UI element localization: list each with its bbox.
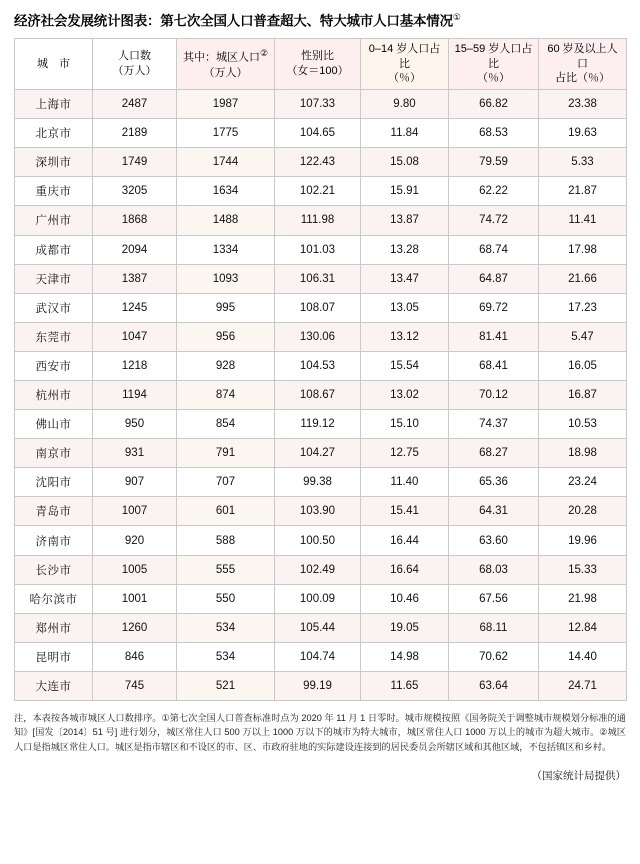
cell-age-0-14: 19.05 (361, 613, 449, 642)
table-row (15, 351, 627, 380)
column-header-age60-line1: 60 岁及以上人口 (547, 42, 618, 70)
table-row (15, 148, 627, 177)
cell-age-0-14: 13.12 (361, 322, 449, 351)
cell-city: 上海市 (15, 90, 93, 119)
table-header (15, 39, 627, 90)
column-header-city (15, 39, 93, 90)
cell-sex-ratio: 106.31 (275, 264, 361, 293)
cell-age-15-59: 64.87 (449, 264, 539, 293)
cell-age-60-plus: 11.41 (539, 206, 627, 235)
column-header-urban-line2: （万人） (203, 66, 248, 79)
cell-urban-population: 1987 (177, 90, 275, 119)
cell-sex-ratio: 103.90 (275, 497, 361, 526)
column-header-sex-line1: 性别比 (301, 50, 334, 63)
cell-age-15-59: 70.12 (449, 380, 539, 409)
cell-city: 哈尔滨市 (15, 584, 93, 613)
cell-age-15-59: 69.72 (449, 293, 539, 322)
column-header-age60-line2: 占比（％） (555, 72, 610, 85)
column-header-age15-line1: 15–59 岁人口占比 (454, 42, 533, 70)
cell-city: 沈阳市 (15, 468, 93, 497)
cell-city: 昆明市 (15, 642, 93, 671)
cell-age-15-59: 74.37 (449, 410, 539, 439)
cell-population: 846 (93, 642, 177, 671)
column-header-age0-line2: （％） (388, 72, 421, 85)
cell-sex-ratio: 100.09 (275, 584, 361, 613)
cell-sex-ratio: 111.98 (275, 206, 361, 235)
cell-urban-population: 534 (177, 613, 275, 642)
cell-population: 745 (93, 671, 177, 700)
cell-age-0-14: 12.75 (361, 439, 449, 468)
cell-age-60-plus: 12.84 (539, 613, 627, 642)
cell-age-0-14: 15.41 (361, 497, 449, 526)
cell-urban-population: 956 (177, 322, 275, 351)
cell-age-15-59: 65.36 (449, 468, 539, 497)
cell-population: 1245 (93, 293, 177, 322)
cell-age-0-14: 15.91 (361, 177, 449, 206)
cell-population: 1260 (93, 613, 177, 642)
table-footnote: 注，本表按各城市城区人口数排序。①第七次全国人口普查标准时点为 2020 年 11 月 1 日零时。城市规模按照《国务院关于调整城市规模划分标准的通知》[国发〔2014〕51 号] 进行划分，城区常住人口 500 万以上 1000 万以下的城市为特大城市，城区常住人口 1000 万以上的城市为超大城市。②城区人口是指城区常住人口。城区是指市辖区和不设区的市、区、市政府驻地的实际建设连接到的居民委员会所辖区域和其他区域，不包括镇区和乡村。 (14, 713, 626, 752)
cell-sex-ratio: 108.67 (275, 380, 361, 409)
cell-sex-ratio: 102.49 (275, 555, 361, 584)
column-header-age15-line2: （％） (477, 72, 510, 85)
table-header-row (15, 39, 627, 90)
cell-urban-population: 928 (177, 351, 275, 380)
cell-age-60-plus: 24.71 (539, 671, 627, 700)
table-row (15, 177, 627, 206)
cell-city: 武汉市 (15, 293, 93, 322)
data-source: （国家统计局提供） (531, 769, 626, 782)
cell-age-15-59: 67.56 (449, 584, 539, 613)
cell-city: 郑州市 (15, 613, 93, 642)
cell-age-60-plus: 5.47 (539, 322, 627, 351)
cell-urban-population: 707 (177, 468, 275, 497)
cell-urban-population: 1334 (177, 235, 275, 264)
cell-population: 950 (93, 410, 177, 439)
cell-age-0-14: 15.10 (361, 410, 449, 439)
cell-population: 1194 (93, 380, 177, 409)
cell-city: 成都市 (15, 235, 93, 264)
cell-urban-population: 601 (177, 497, 275, 526)
cell-age-0-14: 11.40 (361, 468, 449, 497)
cell-age-15-59: 63.60 (449, 526, 539, 555)
cell-city: 杭州市 (15, 380, 93, 409)
cell-city: 东莞市 (15, 322, 93, 351)
cell-urban-population: 874 (177, 380, 275, 409)
cell-age-15-59: 68.53 (449, 119, 539, 148)
cell-sex-ratio: 105.44 (275, 613, 361, 642)
column-header-age0-line1: 0–14 岁人口占比 (368, 42, 441, 70)
cell-sex-ratio: 107.33 (275, 90, 361, 119)
cell-urban-population: 1634 (177, 177, 275, 206)
table-row (15, 526, 627, 555)
cell-age-0-14: 11.65 (361, 671, 449, 700)
page-title-text: 经济社会发展统计图表：第七次全国人口普查超大、特大城市人口基本情况 (14, 13, 453, 29)
cell-sex-ratio: 119.12 (275, 410, 361, 439)
cell-age-60-plus: 18.98 (539, 439, 627, 468)
table-row (15, 642, 627, 671)
cell-city: 青岛市 (15, 497, 93, 526)
cell-city: 佛山市 (15, 410, 93, 439)
cell-urban-population: 555 (177, 555, 275, 584)
cell-city: 南京市 (15, 439, 93, 468)
cell-age-60-plus: 17.98 (539, 235, 627, 264)
cell-age-15-59: 62.22 (449, 177, 539, 206)
cell-age-0-14: 10.46 (361, 584, 449, 613)
cell-sex-ratio: 104.65 (275, 119, 361, 148)
column-header-age-15-59 (449, 39, 539, 90)
cell-population: 2094 (93, 235, 177, 264)
table-row (15, 555, 627, 584)
cell-sex-ratio: 101.03 (275, 235, 361, 264)
cell-population: 1218 (93, 351, 177, 380)
cell-urban-population: 791 (177, 439, 275, 468)
table-row (15, 439, 627, 468)
cell-age-15-59: 74.72 (449, 206, 539, 235)
cell-population: 3205 (93, 177, 177, 206)
cell-population: 1387 (93, 264, 177, 293)
cell-age-0-14: 15.54 (361, 351, 449, 380)
cell-sex-ratio: 122.43 (275, 148, 361, 177)
page-title-footnote-marker: ① (452, 12, 461, 22)
cell-age-15-59: 68.11 (449, 613, 539, 642)
cell-city: 济南市 (15, 526, 93, 555)
cell-sex-ratio: 104.74 (275, 642, 361, 671)
cell-population: 920 (93, 526, 177, 555)
cell-age-0-14: 13.47 (361, 264, 449, 293)
cell-urban-population: 1093 (177, 264, 275, 293)
column-header-urban-footnote-marker: ② (259, 48, 269, 59)
cell-sex-ratio: 100.50 (275, 526, 361, 555)
cell-population: 2487 (93, 90, 177, 119)
cell-population: 1007 (93, 497, 177, 526)
cell-age-0-14: 13.02 (361, 380, 449, 409)
column-header-urban-population (177, 39, 275, 90)
table-row (15, 468, 627, 497)
table-row (15, 671, 627, 700)
cell-age-15-59: 63.64 (449, 671, 539, 700)
cell-city: 西安市 (15, 351, 93, 380)
cell-sex-ratio: 104.53 (275, 351, 361, 380)
cell-age-60-plus: 14.40 (539, 642, 627, 671)
column-header-sex-line2: （女＝100） (286, 65, 349, 78)
cell-population: 1047 (93, 322, 177, 351)
table-row (15, 410, 627, 439)
population-statistics-table (14, 38, 627, 701)
cell-age-60-plus: 21.87 (539, 177, 627, 206)
column-header-sex-ratio (275, 39, 361, 90)
cell-urban-population: 521 (177, 671, 275, 700)
cell-age-60-plus: 15.33 (539, 555, 627, 584)
cell-urban-population: 1744 (177, 148, 275, 177)
cell-age-15-59: 68.03 (449, 555, 539, 584)
cell-age-15-59: 79.59 (449, 148, 539, 177)
table-row (15, 235, 627, 264)
cell-age-60-plus: 19.96 (539, 526, 627, 555)
cell-sex-ratio: 130.06 (275, 322, 361, 351)
cell-age-60-plus: 23.24 (539, 468, 627, 497)
cell-age-15-59: 68.74 (449, 235, 539, 264)
table-row (15, 380, 627, 409)
cell-population: 2189 (93, 119, 177, 148)
table-row (15, 264, 627, 293)
cell-city: 天津市 (15, 264, 93, 293)
table-row (15, 584, 627, 613)
cell-city: 大连市 (15, 671, 93, 700)
cell-city: 长沙市 (15, 555, 93, 584)
table-row (15, 322, 627, 351)
cell-age-0-14: 16.44 (361, 526, 449, 555)
cell-urban-population: 995 (177, 293, 275, 322)
page-title (14, 12, 626, 30)
cell-age-60-plus: 19.63 (539, 119, 627, 148)
cell-population: 907 (93, 468, 177, 497)
cell-urban-population: 550 (177, 584, 275, 613)
cell-urban-population: 534 (177, 642, 275, 671)
cell-age-60-plus: 16.87 (539, 380, 627, 409)
cell-urban-population: 854 (177, 410, 275, 439)
cell-age-15-59: 68.41 (449, 351, 539, 380)
table-row (15, 293, 627, 322)
cell-age-15-59: 68.27 (449, 439, 539, 468)
table-row (15, 90, 627, 119)
table-row (15, 613, 627, 642)
cell-urban-population: 588 (177, 526, 275, 555)
cell-sex-ratio: 102.21 (275, 177, 361, 206)
cell-age-60-plus: 21.66 (539, 264, 627, 293)
cell-age-60-plus: 16.05 (539, 351, 627, 380)
cell-sex-ratio: 99.38 (275, 468, 361, 497)
column-header-population (93, 39, 177, 90)
cell-age-0-14: 15.08 (361, 148, 449, 177)
cell-age-60-plus: 5.33 (539, 148, 627, 177)
table-row (15, 206, 627, 235)
table-body (15, 90, 627, 701)
cell-urban-population: 1775 (177, 119, 275, 148)
cell-age-15-59: 70.62 (449, 642, 539, 671)
column-header-population-line2: （万人） (112, 65, 157, 78)
cell-age-15-59: 81.41 (449, 322, 539, 351)
cell-population: 931 (93, 439, 177, 468)
cell-city: 北京市 (15, 119, 93, 148)
cell-population: 1749 (93, 148, 177, 177)
cell-sex-ratio: 99.19 (275, 671, 361, 700)
cell-population: 1005 (93, 555, 177, 584)
cell-age-0-14: 11.84 (361, 119, 449, 148)
column-header-age-0-14 (361, 39, 449, 90)
cell-age-60-plus: 23.38 (539, 90, 627, 119)
cell-city: 广州市 (15, 206, 93, 235)
cell-age-0-14: 14.98 (361, 642, 449, 671)
cell-age-0-14: 16.64 (361, 555, 449, 584)
cell-age-60-plus: 20.28 (539, 497, 627, 526)
cell-age-0-14: 13.05 (361, 293, 449, 322)
cell-age-0-14: 13.28 (361, 235, 449, 264)
column-header-urban-line1 (180, 47, 271, 66)
cell-age-15-59: 64.31 (449, 497, 539, 526)
cell-city: 重庆市 (15, 177, 93, 206)
column-header-urban-text: 其中：城区人口 (182, 52, 260, 65)
cell-age-60-plus: 10.53 (539, 410, 627, 439)
cell-age-15-59: 66.82 (449, 90, 539, 119)
cell-age-0-14: 9.80 (361, 90, 449, 119)
cell-population: 1001 (93, 584, 177, 613)
column-header-population-line1: 人口数 (118, 50, 151, 63)
cell-city: 深圳市 (15, 148, 93, 177)
cell-population: 1868 (93, 206, 177, 235)
cell-sex-ratio: 108.07 (275, 293, 361, 322)
column-header-city-label: 城 市 (37, 57, 70, 70)
table-row (15, 119, 627, 148)
cell-age-60-plus: 17.23 (539, 293, 627, 322)
cell-age-0-14: 13.87 (361, 206, 449, 235)
cell-sex-ratio: 104.27 (275, 439, 361, 468)
column-header-age-60-plus (539, 39, 627, 90)
cell-age-60-plus: 21.98 (539, 584, 627, 613)
table-row (15, 497, 627, 526)
cell-urban-population: 1488 (177, 206, 275, 235)
